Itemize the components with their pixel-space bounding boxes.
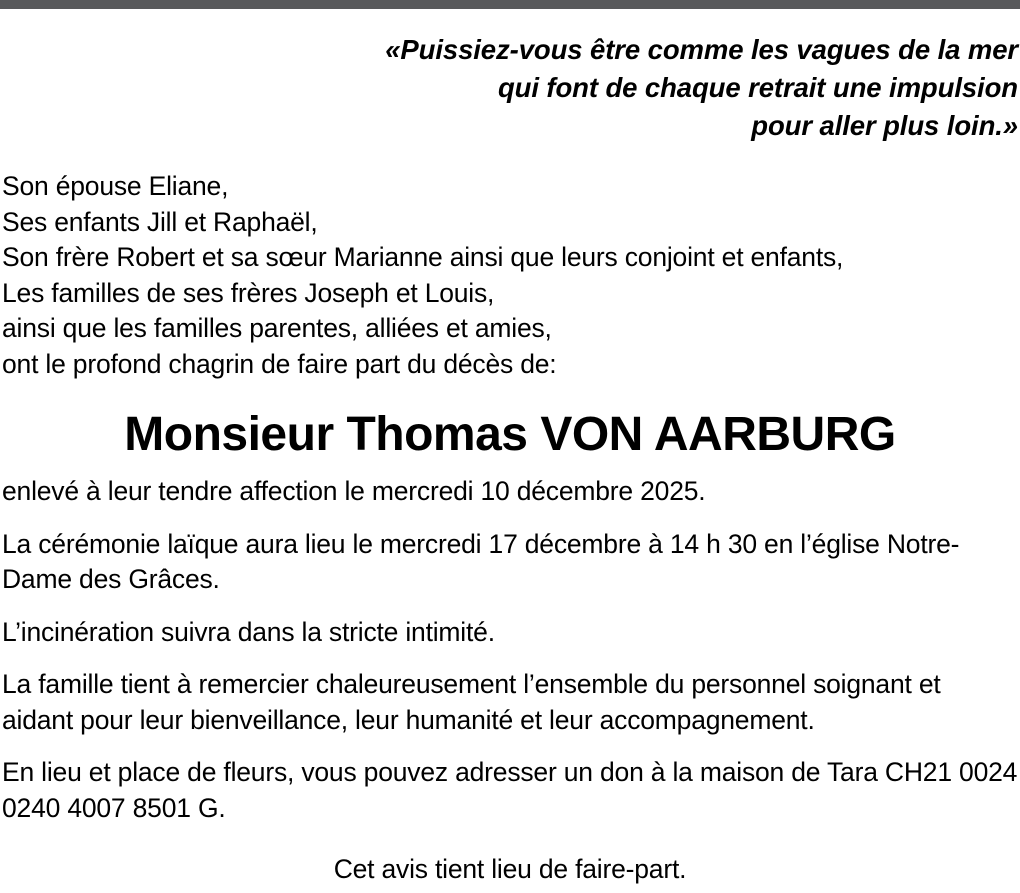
quote-line-1: «Puissiez-vous être comme les vagues de la mer <box>385 34 1018 65</box>
thanks-paragraph: La famille tient à remercier chaleureusement l’ensemble du personnel soignant et aidant pour leur bienveillance, leur humanité et leur accompagnement. <box>2 669 941 735</box>
quote-line-2: qui font de chaque retrait une impulsion <box>497 72 1018 103</box>
notice-content <box>0 31 1020 888</box>
donation-paragraph: En lieu et place de fleurs, vous pouvez adresser un don à la maison de Tara CH21 0024 0240 4007 8501 G. <box>2 757 1018 823</box>
quote-line-3: pour aller plus loin.» <box>751 110 1018 141</box>
death-date-paragraph: enlevé à leur tendre affection le mercredi 10 décembre 2025. <box>2 476 706 506</box>
family-line-3: Son frère Robert et sa sœur Marianne ainsi que leurs conjoint et enfants, <box>2 242 844 272</box>
deceased-name: Monsieur Thomas VON AARBURG <box>124 408 896 461</box>
family-announcement <box>2 169 1018 382</box>
family-line-4: Les familles de ses frères Joseph et Louis, <box>2 277 495 308</box>
top-divider <box>0 0 1020 9</box>
family-line-1: Son épouse Eliane, <box>2 171 229 201</box>
family-line-2: Ses enfants Jill et Raphaël, <box>2 206 318 237</box>
epitaph-quote <box>2 31 1018 145</box>
closing-statement: Cet avis tient lieu de faire-part. <box>333 854 687 884</box>
family-line-6: ont le profond chagrin de faire part du décès de: <box>2 348 557 379</box>
cremation-paragraph: L’incinération suivra dans la stricte intimité. <box>2 616 495 647</box>
family-line-5: ainsi que les familles parentes, alliées et amies, <box>2 313 552 343</box>
ceremony-paragraph: La cérémonie laïque aura lieu le mercredi 17 décembre à 14 h 30 en l’église Notre-Dame des Grâces. <box>2 528 960 594</box>
